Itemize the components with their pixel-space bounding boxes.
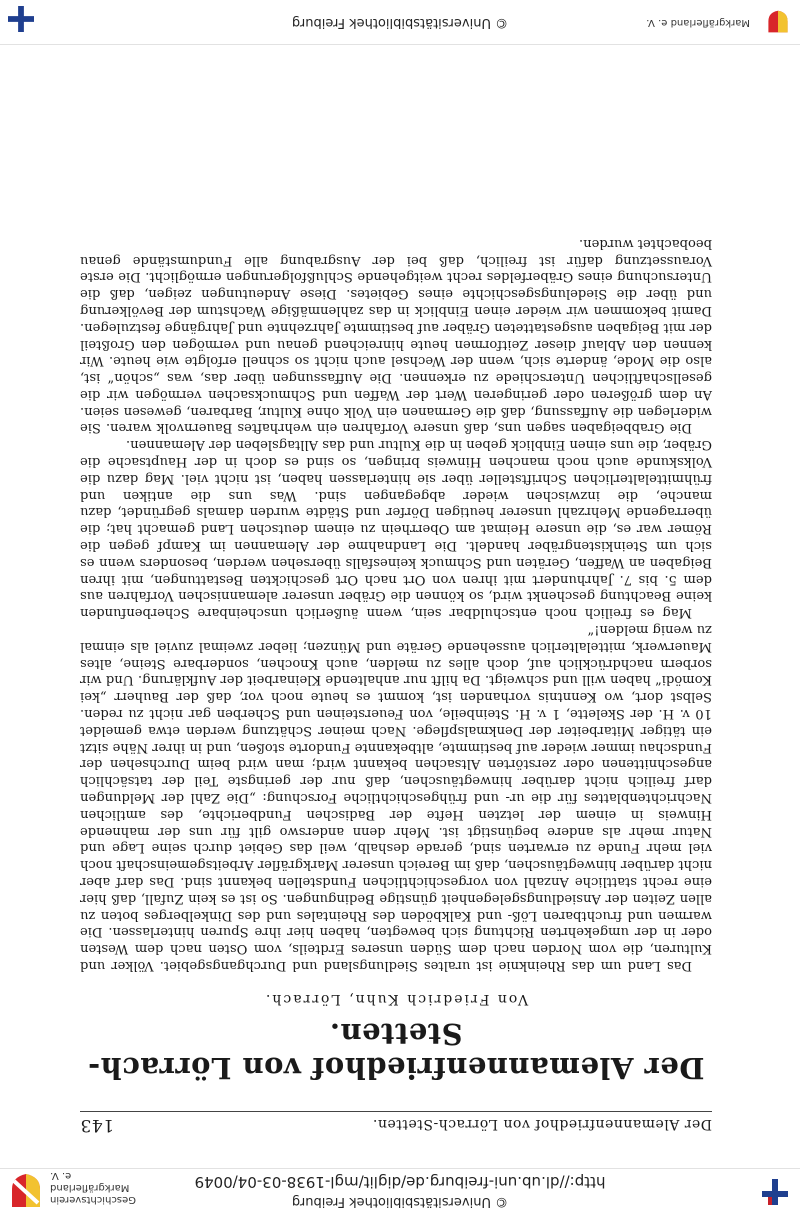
copyright-text: © Universitätsbibliothek Freiburg — [291, 1194, 509, 1209]
footer-university-logo-icon — [8, 6, 34, 32]
article-body — [80, 234, 712, 973]
article-author: Von Friedrich Kuhn, Lörrach. — [263, 991, 529, 1007]
running-head-title: Der Alemannenfriedhof von Lörrach-Stetten. — [372, 1116, 712, 1132]
document-page — [80, 234, 712, 1135]
paragraph-3: Die Grabbeigaben sagen uns, daß unsere Vorfahren ein wehrhaftes Bauernvolk waren. Sie widerlegen die Auffassung, daß die Germanen ein Volk ohne Kultur, Barbaren, gewesen seien. An dem größeren oder geringeren Wert der Waffen und Schmucksachen vermögen wir die gesellschaftlichen Unterschiede zu erkennen. Die Auffassungen über das, was „schön“ ist, also die Mode, änderte sich, wenn der Wechsel auch nicht so schnell erfolgte wie heute. Wir kennen den Ablauf dieser Zeitformen heute hinreichend genau und vermögen den Großteil der mit Beigaben ausgestatteten Gräber auf bestimmte Jahrzehnte und Jahrgänge festzulegen. Damit bekommen wir wieder einen Einblick in das zahlenmäßige Wachstum der Bevölkerung und über die Siedelungsgeschichte eines Gebietes. Diese Andeutungen zeigen, daß die Untersuchung eines Gräberfeldes recht weitgehende Schlußfolgerungen ermöglicht. Die erste Voraussetzung dafür ist freilich, daß bei der Ausgrabung alle Fundumstände genau beobachtet wurden. — [80, 235, 712, 436]
society-crest-icon — [8, 1173, 44, 1209]
running-head — [80, 1111, 712, 1135]
viewer-header-bar — [0, 1168, 800, 1213]
page-number: 143 — [80, 1115, 114, 1135]
paragraph-1: Das Land um das Rheinknie ist uraltes Siedlungsland und Durchgangsgebiet. Völker und Kulturen, die vom Norden nach dem Süden unseres Erdteils, vom Osten nach dem Westen oder in der umgekehrten Richtung sich bewegten, haben hier ihre Spuren hinterlassen. Die warmen und fruchtbaren Löß- und Kalkböden des Rheintales und des Dinkelberges boten zu allen Zeiten der Ansiedlungsgelegenheit günstige Bedingungen. So ist es kein Zufall, daß hier eine recht stattliche Anzahl von vorgeschichtlichen Fundstellen bekannt sind. Das darf aber nicht darüber hinwegtäuschen, daß im Bereich unserer Markgräfler Arbeitsgemeinschaft noch viel mehr Funde zu erwarten sind, gerade deshalb, weil das Gebiet durch seine Lage und Natur mehr als andere begünstigt ist. Mehr denn anderswo gilt für uns der mahnende Hinweis in einem der letzten Hefte der Badischen Fundberichte, des amtlichen Nachrichtenblattes für die ur- und frühgeschichtliche Forschung: „Die Zahl der Meldungen darf freilich nicht darüber hinwegtäuschen, daß nur der geringste Teil der tatsächlich angeschnittenen oder zerstörten Altsachen bekannt wird; man wird beim Durchsehen der Fundschau immer wieder auf bestimmte, altbekannte Fundorte stoßen, und in ihrer Nähe sitzt ein tätiger Mitarbeiter der Denkmalspflege. Nach meiner Schätzung werden etwa gemeldet 10 v. H. der Skelette, 1 v. H. Steinbeile, von Feuersteinen und Scherben gar nicht zu reden. Selbst dort, wo Kenntnis vorhanden ist, kommt es heute noch vor, daß der Bauherr „kei Komödi“ haben will und schweigt. Da hilft nur anhaltende Kleinarbeit der Aufklärung. Und wir sorbern nachdrücklich auf, doch alles zu melden, auch Knochen, sonderbare Steine, altes Mauerwerk, mittelalterlich aussehende Geräte und Münzen; lieber zweimal zuviel als einmal zu wenig melden!“ — [80, 622, 712, 973]
permalink-url[interactable]: http://dl.ub.uni-freiburg.de/diglit/mgl-1938-03-04/0049 — [194, 1173, 606, 1191]
partner-name: Geschichtsverein Markgräflerland e. V. — [50, 1170, 136, 1205]
footer-partner-name: Markgräflerland e. V. — [646, 17, 750, 28]
footer-copyright-text: © Universitätsbibliothek Freiburg — [291, 15, 509, 30]
viewer-footer-bar — [0, 0, 800, 45]
article-title: Der Alemannenfriedhof von Lörrach-Stetten. — [87, 1017, 705, 1085]
paragraph-2: Mag es freilich noch entschuldbar sein, wenn äußerlich unscheinbare Scherbenfunden keine Beachtung geschenkt wird, so können die Gräber unserer alemannischen Vorfahren aus dem 5. bis 7. Jahrhundert mit ihren von Ort nach Ort geschickten Bestattungen, mit ihren Beigaben an Waffen, Geräten und Schmuck keinesfalls übersehen werden, besonders wenn es sich um Steinkistengräber handelt. Die Landnahme der Alemannen im Kampf gegen die Römer war es, die unsere Heimat am Oberrhein zu einem deutschen Land gemacht hat; die überragende Mehrzahl unserer heutigen Dörfer und Städte wurden damals gegründet, dazu manche, die inzwischen wieder abgegangen sind. Was uns die antiken und frühmittelalterlichen Schriftsteller über sie hinterlassen haben, ist nicht viel. Mag dazu die Volkskunde auch noch manchen Hinweis bringen, so sind es doch in der Hauptsache die Gräber, die uns einen Einblick geben in die Kultur und das Alltagsleben der Alemannen. — [80, 437, 712, 621]
